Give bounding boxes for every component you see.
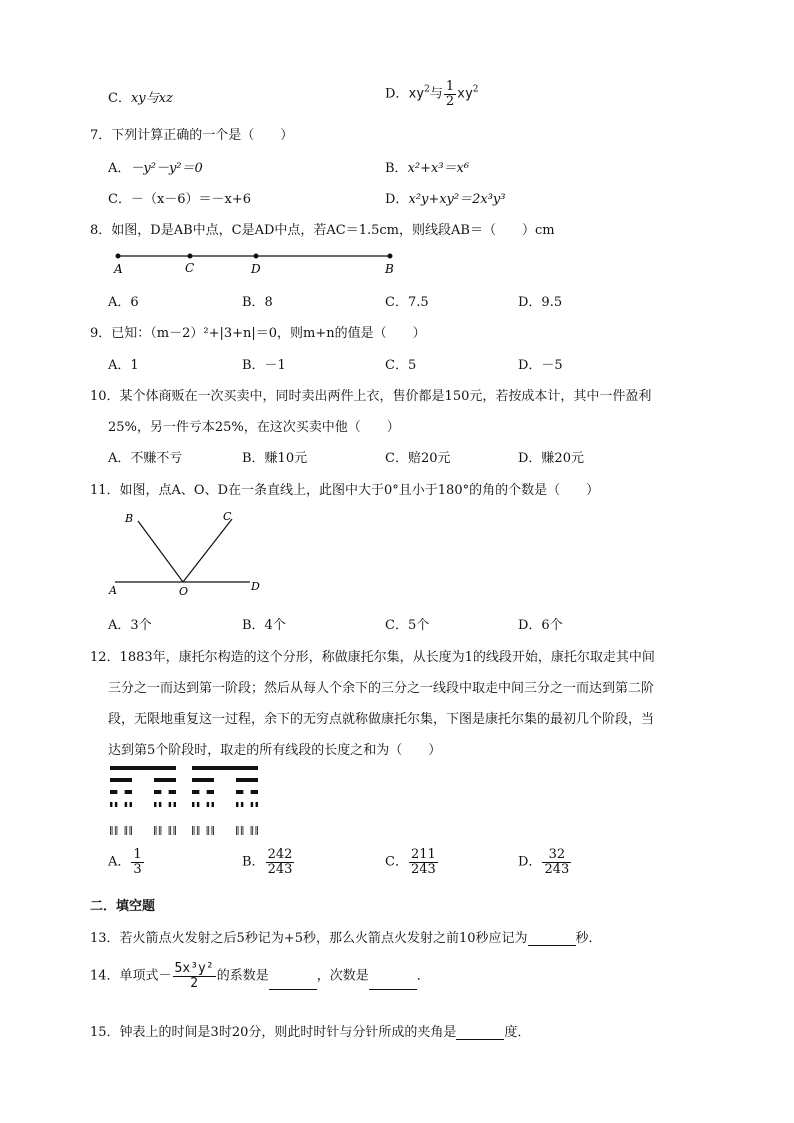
point-a-label: A (109, 584, 117, 597)
expr-part: 与 (429, 86, 443, 102)
q14-text-mid2: ，次数是 (316, 968, 369, 984)
exponent: 2 (472, 84, 479, 95)
cantor-segment-stage-5 (130, 826, 131, 835)
q12-stem-line2: 三分之一而达到第一阶段；然后从每人个余下的三分之一线段中取走中间三分之一而达到第二阶 (108, 681, 655, 696)
fraction-denominator: 2 (190, 975, 199, 991)
q14 (90, 962, 430, 990)
q11-option-d: D．6个 (518, 618, 563, 633)
fraction-numerator: 1 (445, 79, 455, 94)
fraction-numerator: 211 (410, 847, 436, 862)
q13-text: 13．若火箭点火发射之后5秒记为+5秒，那么火箭点火发射之前10秒应记为 (90, 931, 528, 946)
cantor-segment-stage-5 (125, 826, 126, 835)
cantor-segment-stage-5 (213, 826, 214, 835)
cantor-segment-stage-2 (110, 778, 132, 782)
q14-text-mid: 的系数是 (216, 968, 269, 984)
q14-fraction (173, 962, 216, 990)
section-title-fill-in: 二．填空题 (90, 899, 156, 914)
q9-stem: 9．已知：（m－2）²+|3+n|＝0，则m+n的值是（ ） (90, 326, 426, 341)
cantor-segment-stage-3 (236, 790, 243, 794)
q8-option-a: A．6 (108, 295, 139, 310)
ray-oc (183, 519, 232, 582)
q8-option-b: B．8 (242, 295, 273, 310)
expr-part: xy (408, 86, 425, 102)
fraction-numerator: 1 (133, 847, 142, 862)
q10-option-d: D．赚20元 (518, 451, 584, 466)
q9-option-b: B．－1 (242, 358, 286, 373)
option-expr: x²+x³＝x⁶ (407, 161, 470, 176)
q7-stem: 7．下列计算正确的一个是（ ） (90, 128, 294, 143)
fraction-denominator: 3 (133, 861, 142, 877)
q12-option-b (242, 848, 295, 876)
cantor-segment-stage-5 (126, 826, 127, 835)
cantor-segment-stage-5 (257, 826, 258, 835)
q12-stem-line3: 段，无限地重复这一过程，余下的无穷点就称做康托尔集，下图是康托尔集的最初几个阶段，当 (108, 712, 655, 727)
q13-answer-blank[interactable] (528, 933, 576, 946)
option-expr: x²y+xy²＝2x³y³ (408, 192, 506, 207)
cantor-segment-stage-3 (192, 790, 199, 794)
cantor-segment-stage-5 (238, 826, 239, 835)
point-a-dot (116, 254, 121, 259)
point-c-label: C (223, 510, 232, 523)
q6-option-c (108, 87, 173, 106)
cantor-segment-stage-1 (110, 766, 176, 770)
cantor-segment-stage-4 (251, 802, 253, 807)
q14-text: 14．单项式－ (90, 968, 172, 984)
q15-text: 15．钟表上的时间是3时20分，则此时时针与分针所成的夹角是 (90, 1025, 457, 1040)
option-label: A． (108, 854, 131, 870)
cantor-segment-stage-5 (241, 826, 242, 835)
option-expr: －（x－6）＝－x+6 (130, 192, 252, 207)
point-c-dot (188, 254, 193, 259)
q10-stem-line1: 10．某个体商贩在一次买卖中，同时卖出两件上衣，售价都是150元，若按成本计，其中一件盈利 (90, 389, 652, 404)
point-a-label: A (114, 262, 123, 276)
fraction-denominator: 243 (544, 861, 570, 877)
cantor-segment-stage-1 (192, 766, 258, 770)
cantor-segment-stage-5 (252, 826, 253, 835)
cantor-segment-stage-5 (197, 826, 198, 835)
option-label: C． (108, 192, 131, 207)
cantor-segment-stage-4 (197, 802, 199, 807)
cantor-segment-stage-4 (256, 802, 258, 807)
cantor-segment-stage-5 (117, 826, 118, 835)
cantor-segment-stage-5 (194, 826, 195, 835)
option-label: C． (385, 854, 408, 870)
q7-option-c (108, 188, 251, 207)
cantor-segment-stage-4 (241, 802, 243, 807)
q12-option-c (385, 848, 439, 876)
q10-option-c: C．赔20元 (385, 451, 451, 466)
cantor-segment-stage-4 (236, 802, 238, 807)
fraction-numerator: 242 (267, 847, 293, 862)
q11-angle-figure (105, 507, 275, 599)
q6-option-d (385, 80, 479, 108)
option-expr: －y²－y²＝0 (130, 161, 203, 176)
fraction-denominator: 243 (410, 861, 436, 877)
fraction (444, 80, 456, 108)
option-expr: xy与xz (130, 91, 173, 106)
point-d-label: D (251, 580, 260, 593)
cantor-segment-stage-5 (170, 826, 171, 835)
q9-option-d: D．－5 (518, 358, 563, 373)
option-label: D． (385, 86, 409, 102)
q14-coefficient-blank[interactable] (269, 977, 317, 990)
cantor-segment-stage-5 (169, 826, 170, 835)
cantor-segment-stage-5 (154, 826, 155, 835)
cantor-segment-stage-5 (207, 826, 208, 835)
cantor-segment-stage-3 (251, 790, 258, 794)
cantor-segment-stage-5 (192, 826, 193, 835)
q13-text-end: 秒． (575, 931, 602, 946)
cantor-segment-stage-5 (110, 826, 111, 835)
q12-cantor-set-figure (108, 764, 268, 840)
cantor-segment-stage-4 (130, 802, 132, 807)
ray-ob (138, 521, 183, 582)
fraction-numerator: 32 (542, 848, 571, 863)
fraction-numerator: 5x³y² (174, 961, 214, 976)
q8-stem: 8．如图，D是AB中点，C是AD中点，若AC＝1.5cm，则线段AB＝（ ）cm (90, 223, 555, 238)
option-label: B． (242, 854, 265, 870)
cantor-segment-stage-5 (212, 826, 213, 835)
option-label: A． (108, 161, 131, 176)
option-label: D． (518, 854, 542, 870)
q9-option-a: A．1 (108, 358, 139, 373)
q15-text-end: 度． (504, 1025, 531, 1040)
q12-option-d (518, 848, 572, 876)
cantor-segment-stage-5 (199, 826, 200, 835)
option-label: D． (385, 192, 409, 207)
q13 (90, 927, 602, 946)
cantor-segment-stage-5 (243, 826, 244, 835)
fraction (266, 848, 295, 876)
cantor-segment-stage-4 (174, 802, 176, 807)
cantor-segment-stage-5 (256, 826, 257, 835)
q14-degree-blank[interactable] (369, 977, 417, 990)
q10-option-b: B．赚10元 (242, 451, 308, 466)
q11-option-b: B．4个 (242, 618, 286, 633)
cantor-segment-stage-5 (156, 826, 157, 835)
cantor-segment-stage-3 (169, 790, 176, 794)
cantor-segment-stage-5 (175, 826, 176, 835)
cantor-segment-stage-4 (212, 802, 214, 807)
q9-option-c: C．5 (385, 358, 417, 373)
cantor-segment-stage-5 (208, 826, 209, 835)
fraction-denominator: 2 (445, 93, 455, 109)
cantor-segment-stage-4 (115, 802, 117, 807)
cantor-segment-stage-4 (125, 802, 127, 807)
point-d-label: D (251, 262, 261, 276)
cantor-segment-stage-4 (207, 802, 209, 807)
q11-option-c: C．5个 (385, 618, 430, 633)
q12-option-a (108, 848, 145, 876)
option-label: B． (385, 161, 408, 176)
point-o-label: O (179, 585, 189, 598)
cantor-segment-stage-5 (174, 826, 175, 835)
point-b-label: B (385, 262, 394, 276)
q14-text-end: ． (416, 968, 430, 984)
q12-stem-line4: 达到第5个阶段时，取走的所有线段的长度之和为（ ） (108, 743, 442, 758)
fraction (131, 848, 143, 876)
point-b-dot (388, 254, 393, 259)
cantor-segment-stage-3 (207, 790, 214, 794)
point-c-label: C (185, 261, 195, 275)
cantor-segment-stage-2 (192, 778, 214, 782)
option-label: C． (108, 91, 131, 106)
q7-option-b (385, 157, 469, 176)
cantor-segment-stage-4 (110, 802, 112, 807)
cantor-segment-stage-5 (236, 826, 237, 835)
q12-stem-line1: 12．1883年，康托尔构造的这个分形，称做康托尔集，从长度为1的线段开始，康托尔取走其中间 (90, 650, 655, 665)
q8-option-d: D．9.5 (518, 295, 563, 310)
q15 (90, 1021, 530, 1040)
cantor-segment-stage-4 (192, 802, 194, 807)
cantor-segment-stage-2 (236, 778, 258, 782)
cantor-segment-stage-4 (154, 802, 156, 807)
q10-option-a: A．不赚不亏 (108, 451, 183, 466)
fraction (542, 848, 571, 876)
cantor-segment-stage-4 (159, 802, 161, 807)
cantor-segment-stage-4 (169, 802, 171, 807)
cantor-segment-stage-5 (115, 826, 116, 835)
q11-stem: 11．如图，点A、O、D在一条直线上，此图中大于0°且小于180°的角的个数是（ ） (90, 483, 600, 498)
fraction-denominator: 243 (267, 861, 293, 877)
exponent: 2 (424, 84, 430, 95)
q15-answer-blank[interactable] (456, 1027, 504, 1040)
fraction (409, 848, 438, 876)
cantor-segment-stage-2 (154, 778, 176, 782)
point-b-label: B (125, 512, 134, 525)
q8-segment-figure (110, 248, 410, 278)
cantor-segment-stage-5 (159, 826, 160, 835)
cantor-segment-stage-3 (125, 790, 132, 794)
cantor-segment-stage-5 (131, 826, 132, 835)
cantor-segment-stage-5 (112, 826, 113, 835)
cantor-segment-stage-3 (154, 790, 161, 794)
q7-option-a (108, 157, 203, 176)
point-d-dot (254, 254, 259, 259)
expr-part: xy (457, 86, 473, 102)
q7-option-d (385, 188, 505, 207)
cantor-segment-stage-5 (161, 826, 162, 835)
cantor-segment-stage-3 (110, 790, 117, 794)
cantor-segment-stage-5 (251, 826, 252, 835)
q8-option-c: C．7.5 (385, 295, 429, 310)
q10-stem-line2: 25%，另一件亏本25%，在这次买卖中他（ ） (108, 420, 400, 435)
q11-option-a: A．3个 (108, 618, 152, 633)
